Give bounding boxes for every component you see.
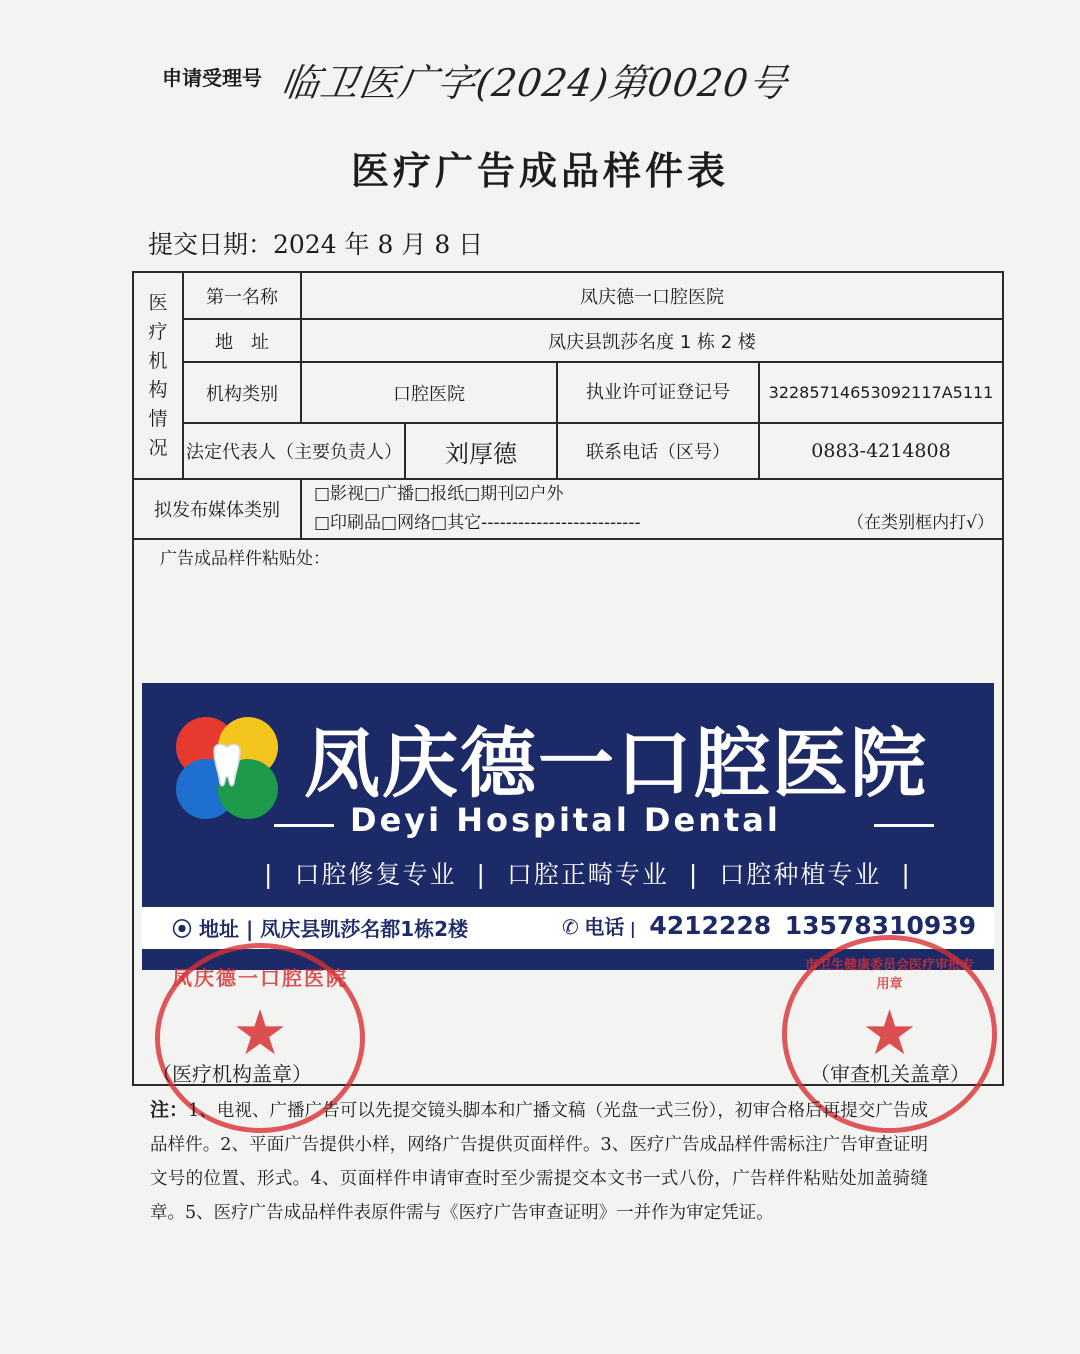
name-label: 第一名称 — [183, 272, 301, 319]
service-item: 口腔正畸专业 — [506, 860, 669, 889]
banner-phones: ✆ 电话 | 4212228 13578310939 — [562, 911, 977, 940]
org-address-value: 凤庆县凯莎名度 1 栋 2 楼 — [301, 319, 1003, 362]
location-pin-icon: ⦿ — [172, 917, 192, 941]
seal-star-icon: ★ — [232, 996, 288, 1069]
org-type-value: 口腔医院 — [301, 362, 557, 423]
phone-value: 0883-4214808 — [759, 423, 1003, 479]
ad-banner — [142, 683, 994, 970]
banner-address: ⦿ 地址 | 凤庆县凯莎名都1栋2楼 — [172, 917, 469, 941]
paste-label: 广告成品样件粘贴处： — [160, 549, 330, 569]
service-item: 口腔种植专业 — [719, 860, 882, 889]
hospital-stamp-label: （医疗机构盖章） — [152, 1062, 312, 1086]
media-options-line2: □印刷品□网络□其它-------------------------- — [314, 513, 641, 533]
banner-phone-2: 13578310939 — [784, 911, 977, 940]
clover-tooth-logo-icon — [162, 703, 292, 833]
form-title: 医疗广告成品样件表 — [350, 149, 729, 193]
accept-number-handwritten: 临卫医广字(2024)第0020号 — [278, 61, 791, 105]
notes-label: 注： — [150, 1099, 189, 1121]
rep-value: 刘厚德 — [405, 423, 557, 479]
media-options-line1: □影视□广播□报纸□期刊☑户外 — [314, 484, 564, 504]
authority-stamp-label: （审查机关盖章） — [810, 1062, 970, 1086]
license-value: 32285714653092117A5111 — [759, 362, 1003, 423]
type-label: 机构类别 — [183, 362, 301, 423]
media-options — [301, 479, 1003, 539]
phone-label: 联系电话（区号） — [557, 423, 759, 479]
notes — [150, 1093, 928, 1230]
banner-hospital-name: 凤庆德一口腔医院 — [304, 719, 928, 808]
phone-icon: ✆ — [562, 915, 579, 939]
banner-line-right — [874, 824, 934, 827]
org-info-table — [132, 271, 1004, 540]
media-label: 拟发布媒体类别 — [133, 479, 301, 539]
seal-star-icon: ★ — [861, 996, 918, 1069]
banner-line-left — [274, 824, 334, 827]
license-label: 执业许可证登记号 — [557, 362, 759, 423]
banner-services: | 口腔修复专业 | 口腔正畸专业 | 口腔种植专业 | — [264, 860, 912, 889]
org-name-value: 凤庆德一口腔医院 — [301, 272, 1003, 319]
media-hint: （在类别框内打√） — [847, 513, 994, 533]
hospital-seal: 凤庆德一口腔医院 ★ — [155, 943, 365, 1133]
rep-label: 法定代表人（主要负责人） — [183, 423, 405, 479]
notes-text: 1、电视、广播广告可以先提交镜头脚本和广播文稿（光盘一式三份），初审合格后再提交广告成品样件。2、平面广告提供小样，网络广告提供页面样件。3、医疗广告成品样件需标注广告审查证明文号的位置、形式。4、页面样件申请审查时至少需提交本文书一式八份，广告样件粘贴处加盖骑缝章。5、医疗广告成品样件表原件需与《医疗广告审查证明》一并作为审定凭证。 — [150, 1101, 928, 1223]
authority-seal: 市卫生健康委员会医疗审批专用章 ★ — [782, 935, 997, 1133]
banner-phone-1: 4212228 — [649, 911, 772, 940]
banner-english-name: Deyi Hospital Dental — [350, 801, 781, 839]
submit-date: 提交日期：2024 年 8 月 8 日 — [148, 230, 484, 259]
service-item: 口腔修复专业 — [294, 860, 457, 889]
address-label: 地 址 — [183, 319, 301, 362]
org-section-label: 医 疗 机 构 情 况 — [133, 272, 183, 479]
accept-number-label: 申请受理号 — [162, 66, 262, 90]
